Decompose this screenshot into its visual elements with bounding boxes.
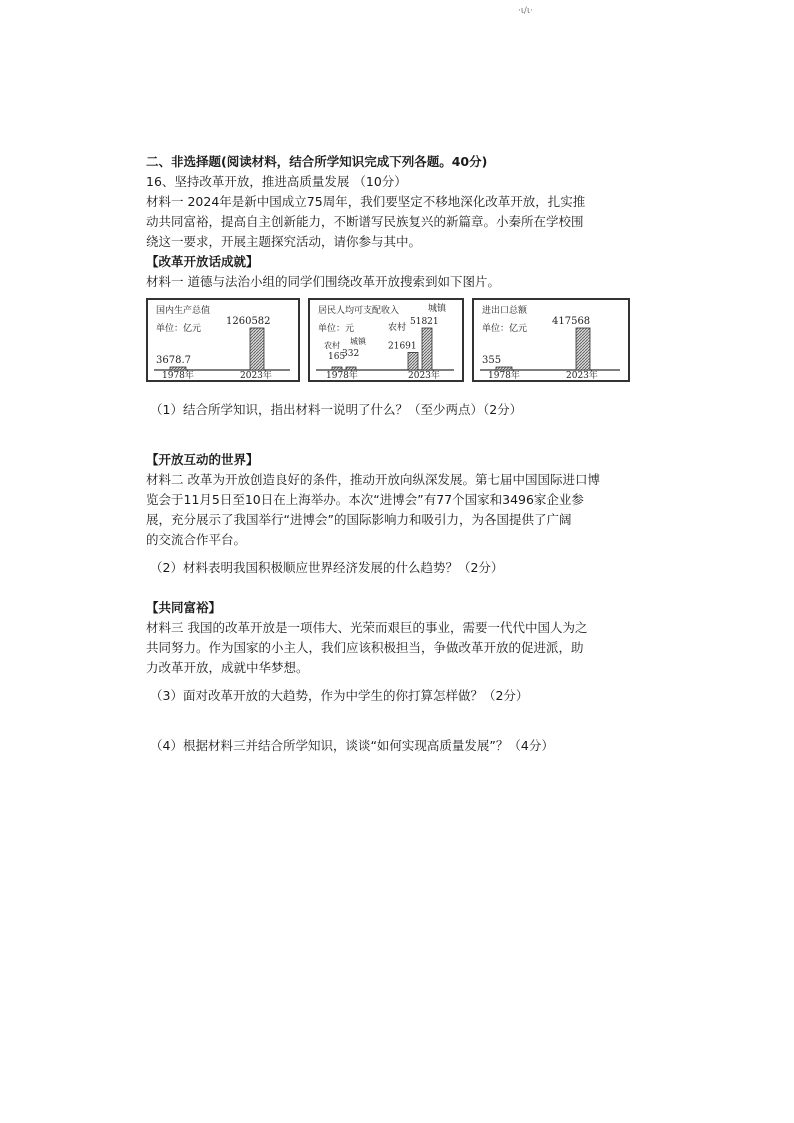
bar <box>408 352 418 370</box>
bar <box>250 328 264 370</box>
chart-unit: 单位：元 <box>318 324 355 334</box>
data-label: 332 <box>342 349 360 359</box>
question-2: （2）材料表明我国积极顺应世界经济发展的什么趋势？（2分） <box>150 560 504 575</box>
bar <box>346 367 356 370</box>
data-label: 21691 <box>388 341 417 352</box>
chart-title: 进出口总额 <box>482 306 528 316</box>
question-4: （4）根据材料三并结合所学知识，谈谈“如何实现高质量发展”？（4分） <box>150 738 554 753</box>
bar <box>576 328 590 370</box>
chart-title: 居民人均可支配收入 <box>318 306 400 316</box>
trade-chart <box>472 298 630 382</box>
x-tick-label: 2023年 <box>240 371 272 380</box>
section2-heading: 【开放互动的世界】 <box>146 452 259 467</box>
material1-line: 材料一 道德与法治小组的同学们围绕改革开放搜索到如下图片。 <box>146 274 500 289</box>
data-label: 355 <box>482 355 502 366</box>
material2-line: 览会于11月5日至10日在上海举办。本次“进博会”有77个国家和3496家企业参 <box>146 492 584 507</box>
bar <box>496 367 512 370</box>
top-mark: ·ι/ι· <box>518 6 533 16</box>
x-tick-label: 1978年 <box>488 371 520 380</box>
chart-row <box>146 298 636 390</box>
material2-line: 材料二 改革为开放创造良好的条件，推动开放向纵深发展。第七届中国国际进口博 <box>146 472 600 487</box>
section3-heading: 【共同富裕】 <box>146 600 222 615</box>
x-tick-label: 2023年 <box>566 371 598 380</box>
material3-line: 材料三 我国的改革开放是一项伟大、光荣而艰巨的事业，需要一代代中国人为之 <box>146 620 588 635</box>
question-content <box>146 152 636 756</box>
data-label: 165 <box>328 352 346 362</box>
data-label: 3678.7 <box>156 355 191 366</box>
series-label: 城镇 <box>350 337 366 346</box>
material2-line: 的交流合作平台。 <box>146 532 247 547</box>
material1-intro-line: 材料一 2024年是新中国成立75周年，我们要坚定不移地深化改革开放，扎实推 <box>146 194 586 209</box>
bar <box>422 328 432 370</box>
question-3: （3）面对改革开放的大趋势，作为中学生的你打算怎样做？（2分） <box>150 688 529 703</box>
data-label: 1260582 <box>226 316 271 327</box>
question-1: （1）结合所学知识，指出材料一说明了什么？（至少两点）（2分） <box>150 402 523 417</box>
x-tick-label: 2023年 <box>408 371 440 380</box>
material2-line: 展，充分展示了我国举行“进博会”的国际影响力和吸引力，为各国提供了广阔 <box>146 512 572 527</box>
gdp-chart-svg <box>148 300 298 380</box>
material3-line: 共同努力。作为国家的小主人，我们应该积极担当，争做改革开放的促进派，助 <box>146 640 584 655</box>
trade-chart-svg <box>474 300 628 380</box>
section-title: 二、非选择题(阅读材料，结合所学知识完成下列各题。40分) <box>146 154 488 169</box>
x-tick-label: 1978年 <box>326 371 358 380</box>
question-title: 16、坚持改革开放，推进高质量发展 （10分） <box>146 174 407 189</box>
chart-unit: 单位：亿元 <box>156 324 202 334</box>
chart-title: 国内生产总值 <box>156 306 211 316</box>
section1-heading: 【改革开放话成就】 <box>146 254 259 269</box>
data-label: 417568 <box>552 316 591 327</box>
data-label: 51821 <box>410 317 439 327</box>
x-tick-label: 1978年 <box>162 371 194 380</box>
income-chart-svg <box>310 300 462 380</box>
income-chart <box>308 298 464 382</box>
series-label: 农村 <box>324 341 340 350</box>
gdp-chart <box>146 298 300 382</box>
chart-unit: 单位：亿元 <box>482 324 528 334</box>
bar <box>170 367 186 370</box>
material1-intro-line: 绕这一要求，开展主题探究活动，请你参与其中。 <box>146 234 422 249</box>
series-label: 农村 <box>388 323 407 333</box>
bar <box>332 367 342 370</box>
material1-intro-line: 动共同富裕，提高自主创新能力，不断谱写民族复兴的新篇章。小秦所在学校围 <box>146 214 584 229</box>
series-label: 城镇 <box>428 304 447 314</box>
material3-line: 力改革开放，成就中华梦想。 <box>146 660 309 675</box>
